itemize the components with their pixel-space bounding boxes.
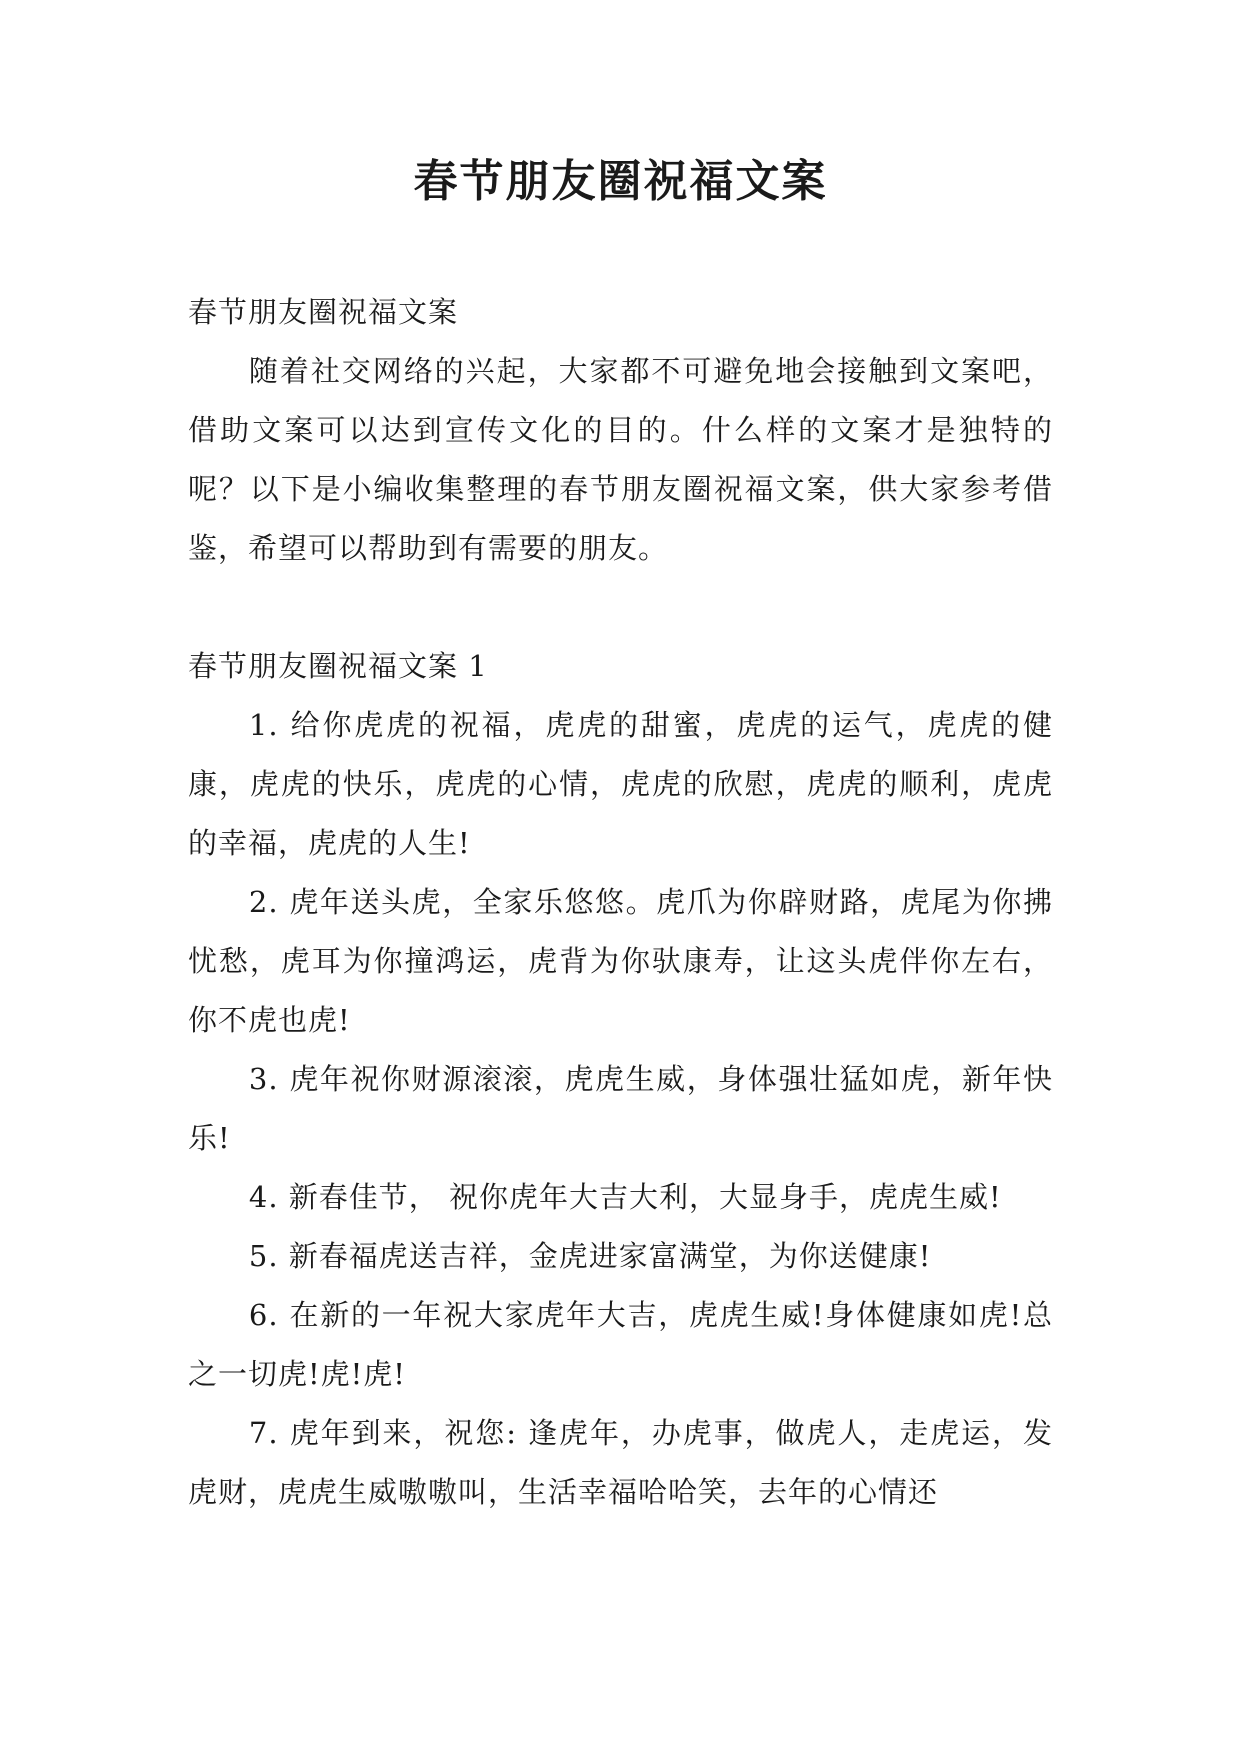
- list-item: 1. 给你虎虎的祝福，虎虎的甜蜜，虎虎的运气，虎虎的健康，虎虎的快乐，虎虎的心情，虎虎的欣慰，虎虎的顺利，虎虎的幸福，虎虎的人生!: [188, 708, 1053, 860]
- section-heading: 春节朋友圈祝福文案 1: [188, 649, 488, 683]
- intro-paragraph: 随着社交网络的兴起，大家都不可避免地会接触到文案吧，借助文案可以达到宣传文化的目的。什么样的文案才是独特的呢？以下是小编收集整理的春节朋友圈祝福文案，供大家参考借鉴，希望可以帮助到有需要的朋友。: [188, 354, 1053, 565]
- list-item: 5. 新春福虎送吉祥，金虎进家富满堂，为你送健康!: [248, 1239, 932, 1273]
- list-item: 3. 虎年祝你财源滚滚，虎虎生威，身体强壮猛如虎，新年快乐!: [188, 1062, 1053, 1155]
- subtitle: 春节朋友圈祝福文案: [188, 295, 459, 329]
- list-item: 7. 虎年到来，祝您: 逢虎年，办虎事，做虎人，走虎运，发虎财，虎虎生威嗷嗷叫，生活幸福哈哈笑，去年的心情还: [188, 1416, 1053, 1509]
- list-item: 2. 虎年送头虎，全家乐悠悠。虎爪为你辟财路，虎尾为你拂忧愁，虎耳为你撞鸿运，虎背为你驮康寿，让这头虎伴你左右，你不虎也虎!: [188, 885, 1053, 1037]
- paragraph-spacer: [188, 578, 1053, 637]
- list-item: 4. 新春佳节， 祝你虎年大吉大利，大显身手，虎虎生威!: [248, 1180, 1002, 1214]
- list-item: 6. 在新的一年祝大家虎年大吉，虎虎生威!身体健康如虎!总之一切虎!虎!虎!: [188, 1298, 1053, 1391]
- document-body: [188, 283, 1053, 1522]
- page-title: 春节朋友圈祝福文案: [413, 156, 828, 207]
